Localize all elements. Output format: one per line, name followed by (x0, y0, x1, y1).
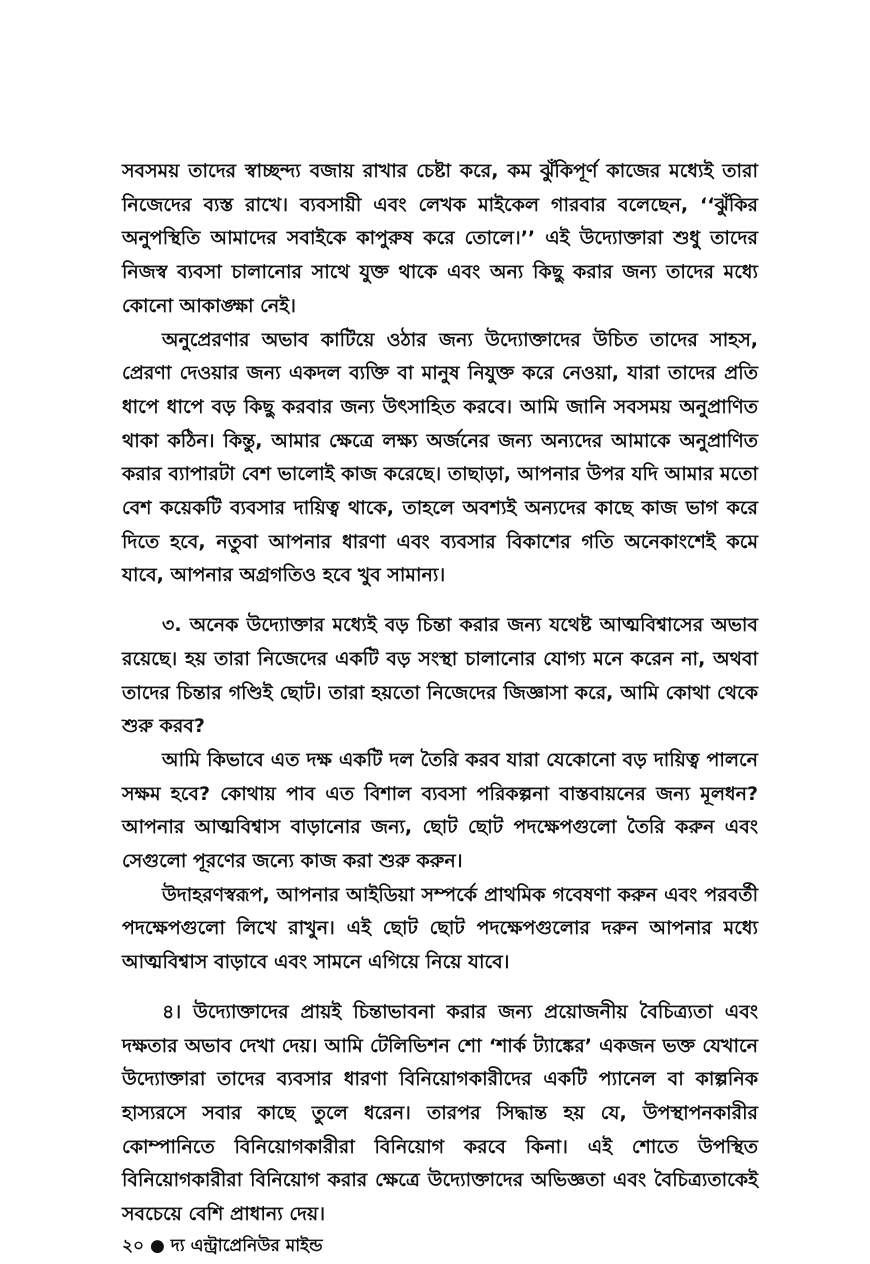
paragraph-questions: আমি কিভাবে এত দক্ষ একটি দল তৈরি করব যারা যেকোনো বড় দায়িত্ব পালনে সক্ষম হবে? কোথায় পাব এত বিশাল ব্যবসা পরিকল্পনা বাস্তবায়নের জন্য মূলধন? আপনার আত্মবিশ্বাস বাড়ানোর জন্য, ছোট ছোট পদক্ষেপগুলো তৈরি করুন এবং সেগুলো পূরণের জন্যে কাজ করা শুরু করুন। (122, 748, 758, 873)
paragraph-point-3: ৩. অনেক উদ্যোক্তার মধ্যেই বড় চিন্তা করার জন্য যথেষ্ট আত্মবিশ্বাসের অভাব রয়েছে। হয় তারা নিজেদের একটি বড় সংস্থা চালানোর যোগ্য মনে করেন না, অথবা তাদের চিন্তার গণ্ডিই ছোট। তারা হয়তো নিজেদের জিজ্ঞাসা করে, আমি কোথা থেকে শুরু করব? (122, 614, 758, 738)
paragraph-example: উদাহরণস্বরূপ, আপনার আইডিয়া সম্পর্কে প্রাথমিক গবেষণা করুন এবং পরবর্তী পদক্ষেপগুলো লিখে রাখুন। এই ছোট ছোট পদক্ষেপগুলোর দরুন আপনার মধ্যে আত্মবিশ্বাস বাড়াবে এবং সামনে এগিয়ে নিয়ে যাবে। (122, 883, 758, 974)
book-page-body (122, 155, 758, 1232)
book-title: দ্য এন্ট্রাপ্রেনিউর মাইন্ড (170, 1236, 323, 1256)
paragraph-motivation: অনুপ্রেরণার অভাব কাটিয়ে ওঠার জন্য উদ্যোক্তাদের উচিত তাদের সাহস, প্রেরণা দেওয়ার জন্য একদল ব্যক্তি বা মানুষ নিযুক্ত করে নেওয়া, যারা তাদের প্রতি ধাপে ধাপে বড় কিছু করবার জন্য উৎসাহিত করবে। আমি জানি সবসময় অনুপ্রাণিত থাকা কঠিন। কিন্তু, আমার ক্ষেত্রে লক্ষ্য অর্জনের জন্য অন্যদের আমাকে অনুপ্রাণিত করার ব্যাপারটা বেশ ভালোই কাজ করেছে। তাছাড়া, আপনার উপর যদি আমার মতো বেশ কয়েকটি ব্যবসার দায়িত্ব থাকে, তাহলে অবশ্যই অন্যদের কাছে কাজ ভাগ করে দিতে হবে, নতুবা আপনার ধারণা এবং ব্যবসার বিকাশের গতি অনেকাংশেই কমে যাবে, আপনার অগ্রগতিও হবে খুব সামান্য। (122, 328, 758, 587)
page-number: ২০ (122, 1236, 145, 1256)
paragraph-point-4: ৪। উদ্যোক্তাদের প্রায়ই চিন্তাভাবনা করার জন্য প্রয়োজনীয় বৈচিত্র্যতা এবং দক্ষতার অভাব দেখা দেয়। আমি টেলিভিশন শো ‘শার্ক ট্যাঙ্কের’ একজন ভক্ত যেখানে উদ্যোক্তারা তাদের ব্যবসার ধারণা বিনিয়োগকারীদের একটি প্যানেল বা কাল্পনিক হাস্যরসে সবার কাছে তুলে ধরেন। তারপর সিদ্ধান্ত হয় যে, উপস্থাপনকারীর কোম্পানিতে বিনিয়োগকারীরা বিনিয়োগ করবে কিনা। এই শোতে উপস্থিত বিনিয়োগকারীরা বিনিয়োগ করার ক্ষেত্রে উদ্যোক্তাদের অভিজ্ঞতা এবং বৈচিত্র্যতাকেই সবচেয়ে বেশি প্রাধান্য দেয়। (122, 1000, 758, 1226)
page-footer (122, 1233, 323, 1261)
paragraph-continuation: সবসময় তাদের স্বাচ্ছন্দ্য বজায় রাখার চেষ্টা করে, কম ঝুঁকিপূর্ণ কাজের মধ্যেই তারা নিজেদের ব্যস্ত রাখে। ব্যবসায়ী এবং লেখক মাইকেল গারবার বলেছেন, ‘‘ঝুঁকির অনুপস্থিতি আমাদের সবাইকে কাপুরুষ করে তোলে।’’ এই উদ্যোক্তারা শুধু তাদের নিজস্ব ব্যবসা চালানোর সাথে যুক্ত থাকে এবং অন্য কিছু করার জন্য তাদের মধ্যে কোনো আকাঙ্ক্ষা নেই। (122, 160, 758, 317)
bullet-separator: ● (150, 1236, 165, 1256)
